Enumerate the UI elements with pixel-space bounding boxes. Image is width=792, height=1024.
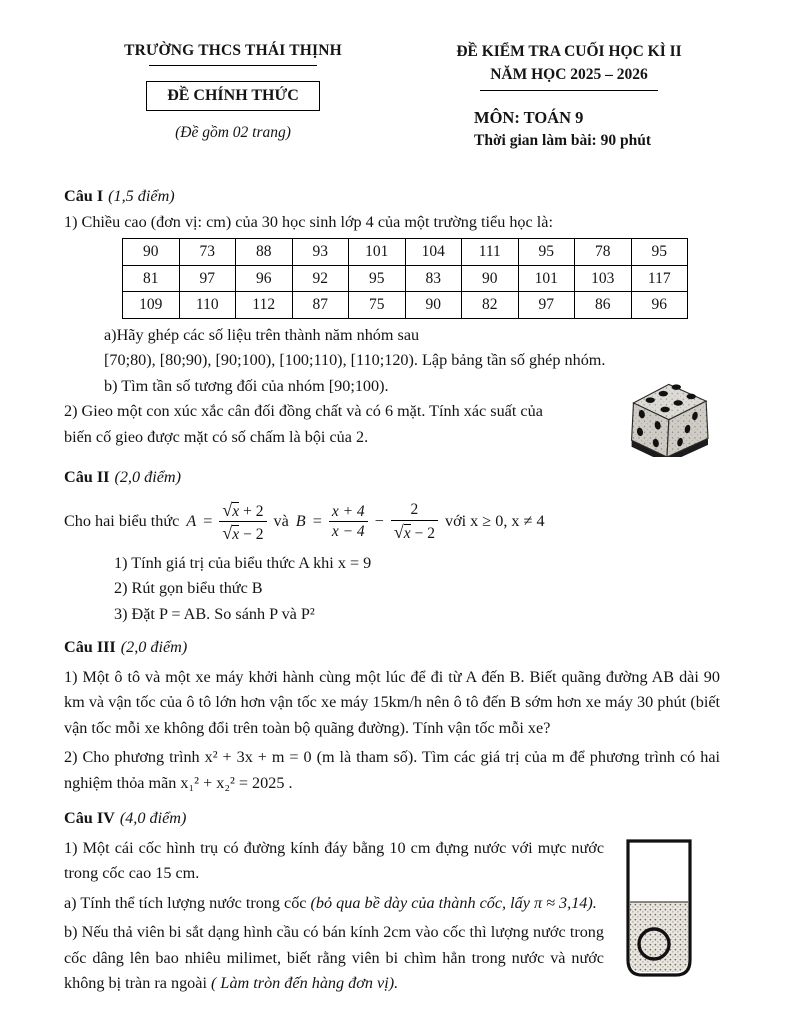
- height-cell: 97: [518, 292, 575, 319]
- cau4-b-text: b) Nếu thả viên bi sắt dạng hình cầu có bán kính 2cm vào cốc thì lượng nước trong cốc dâng lên bao nhiêu milimet, biết rằng viên bi chìm hẳn trong nước và nước không bị tràn ra ngoài: [64, 923, 604, 992]
- height-cell: 101: [518, 265, 575, 292]
- table-row: [123, 265, 688, 292]
- sqrt-sign: √: [222, 523, 233, 543]
- height-cell: 109: [123, 292, 180, 319]
- section-cau2: [64, 465, 720, 627]
- heights-table: [122, 238, 688, 319]
- cau3-heading: [64, 635, 720, 661]
- minus-sign: −: [374, 511, 384, 530]
- height-cell: 117: [631, 265, 688, 292]
- cau1-heading: [64, 184, 720, 210]
- fraction-B1: $\frac{x + 4}{x - 4}$: [329, 503, 368, 541]
- height-cell: 82: [462, 292, 519, 319]
- height-cell: 95: [518, 239, 575, 266]
- fraction-A: [219, 500, 266, 544]
- height-cell: 88: [236, 239, 293, 266]
- cau1-q1-intro: 1) Chiều cao (đơn vị: cm) của 30 học sinh lớp 4 của một trường tiểu học là:: [64, 212, 553, 231]
- height-cell: 103: [575, 265, 632, 292]
- height-cell: 110: [179, 292, 236, 319]
- cau4-b-italic-note: ( Làm tròn đến hàng đơn vị).: [211, 974, 399, 992]
- radicand: x: [232, 502, 240, 520]
- section-cau3: [64, 635, 720, 796]
- height-cell: 97: [179, 265, 236, 292]
- cau2-item-1: 1) Tính giá trị của biểu thức A khi x = 9: [114, 553, 372, 572]
- cau3-label: Câu III: [64, 638, 116, 656]
- height-cell: 111: [462, 239, 519, 266]
- height-cell: 96: [631, 292, 688, 319]
- title-underline: [480, 90, 658, 91]
- condition-text: với x ≥ 0, x ≠ 4: [444, 511, 545, 530]
- formula-intro: Cho hai biểu thức: [64, 511, 180, 530]
- equals-sign: =: [203, 511, 213, 530]
- cau1-q2-line1: 2) Gieo một con xúc xắc cân đối đồng chất và có 6 mặt. Tính xác suất của: [64, 402, 543, 420]
- cau2-heading: [64, 465, 720, 491]
- height-cell: 90: [123, 239, 180, 266]
- cau1-b-line: b) Tìm tần số tương đối của nhóm [90;100).: [104, 376, 389, 395]
- cau4-a-text: a) Tính thể tích lượng nước trong cốc: [64, 893, 311, 912]
- cau4-label: Câu IV: [64, 809, 115, 827]
- cau4-a-italic-note: (bỏ qua bề dày của thành cốc, lấy π ≈ 3,14).: [310, 893, 597, 912]
- section-cau1: [64, 184, 720, 457]
- cau1-a-line: a)Hãy ghép các số liệu trên thành năm nhóm sau: [104, 325, 420, 344]
- cau1-points: (1,5 điểm): [108, 187, 175, 205]
- exam-title-line1: ĐỀ KIỂM TRA CUỐI HỌC KÌ II: [456, 43, 682, 60]
- height-cell: 83: [405, 265, 462, 292]
- cau2-formula: [64, 496, 720, 548]
- cau4-points: (4,0 điểm): [119, 809, 187, 827]
- cau3-problem-1: 1) Một ô tô và một xe máy khởi hành cùng một lúc để đi từ A đến B. Biết quãng đường AB dài 90 km và vận tốc của ô tô lớn hơn vận tốc xe máy 15km/h nên ô tô đến B sớm hơn xe máy 30 phút (biết vận tốc mỗi xe không đổi trên toàn bộ quãng đường). Tính vận tốc mỗi xe?: [64, 667, 720, 737]
- dice-icon: [620, 375, 714, 457]
- pages-note: (Đề gồm 02 trang): [175, 124, 291, 141]
- sqrt-sign: √: [222, 499, 233, 520]
- subject-block: [474, 108, 720, 150]
- header-right: [418, 40, 720, 150]
- exam-content: [64, 184, 720, 1001]
- cau4-problem-1: 1) Một cái cốc hình trụ có đường kính đáy bằng 10 cm đựng nước với mực nước trong cốc cao 15 cm.: [64, 838, 604, 882]
- and-word: và: [273, 511, 289, 530]
- radicand: x: [403, 524, 411, 542]
- height-cell: 95: [349, 265, 406, 292]
- height-cell: 73: [179, 239, 236, 266]
- sqrt-sign: √: [393, 521, 404, 542]
- header-left: [98, 42, 368, 142]
- exam-title-line2: NĂM HỌC 2025 – 2026: [490, 66, 648, 84]
- cau4-part-b: [64, 920, 720, 997]
- table-row: [123, 239, 688, 266]
- denominator-rest: − 2: [414, 524, 435, 542]
- expr-B-name: B: [295, 511, 306, 530]
- height-cell: 86: [575, 292, 632, 319]
- equals-sign: =: [312, 511, 322, 530]
- height-cell: 95: [631, 239, 688, 266]
- duration-line: Thời gian làm bài: 90 phút: [474, 131, 651, 149]
- cau1-label: Câu I: [64, 187, 104, 205]
- official-exam-box: ĐỀ CHÍNH THỨC: [146, 81, 320, 111]
- height-cell: 93: [292, 239, 349, 266]
- cau4-part-a: [64, 891, 720, 917]
- height-cell: 81: [123, 265, 180, 292]
- cau1-q2-line2: biến cố gieo được mặt có số chấm là bội của 2.: [64, 427, 369, 446]
- cau3-points: (2,0 điểm): [120, 638, 188, 656]
- cau3-problem-2: 2) Cho phương trình x² + 3x + m = 0 (m là tham số). Tìm các giá trị của m để phương trình có hai nghiệm thỏa mãn x₁² + x₂² = 2025 .: [64, 748, 720, 792]
- height-cell: 101: [349, 239, 406, 266]
- height-cell: 92: [292, 265, 349, 292]
- numerator-rest: + 2: [243, 502, 264, 520]
- table-row: [123, 292, 688, 319]
- fraction-B2: $\frac{2}{√x - 2}$: [391, 501, 438, 542]
- height-cell: 78: [575, 239, 632, 266]
- cau2-points: (2,0 điểm): [114, 468, 181, 486]
- height-cell: 96: [236, 265, 293, 292]
- school-name: TRƯỜNG THCS THÁI THỊNH: [124, 42, 342, 59]
- cau2-label: Câu II: [64, 468, 110, 486]
- cau4-heading: [64, 806, 720, 832]
- height-cell: 90: [405, 292, 462, 319]
- water-glass-icon: [624, 838, 694, 980]
- height-cell: 90: [462, 265, 519, 292]
- denominator-rest: − 2: [243, 526, 264, 543]
- section-cau4: [64, 806, 720, 1001]
- expr-A-name: A: [186, 511, 197, 530]
- cau1-groups-line: [70;80), [80;90), [90;100), [100;110), [110;120). Lập bảng tần số ghép nhóm.: [104, 351, 606, 369]
- cau2-item-2: 2) Rút gọn biểu thức B: [114, 579, 263, 597]
- cau1-q2: [64, 399, 720, 457]
- height-cell: 75: [349, 292, 406, 319]
- height-cell: 87: [292, 292, 349, 319]
- subject-line: MÔN: TOÁN 9: [474, 107, 584, 127]
- radicand: x: [232, 526, 240, 543]
- height-cell: 104: [405, 239, 462, 266]
- cau2-item-3: 3) Đặt P = AB. So sánh P và P²: [114, 604, 315, 623]
- height-cell: 112: [236, 292, 293, 319]
- cau4-body: [64, 836, 720, 1001]
